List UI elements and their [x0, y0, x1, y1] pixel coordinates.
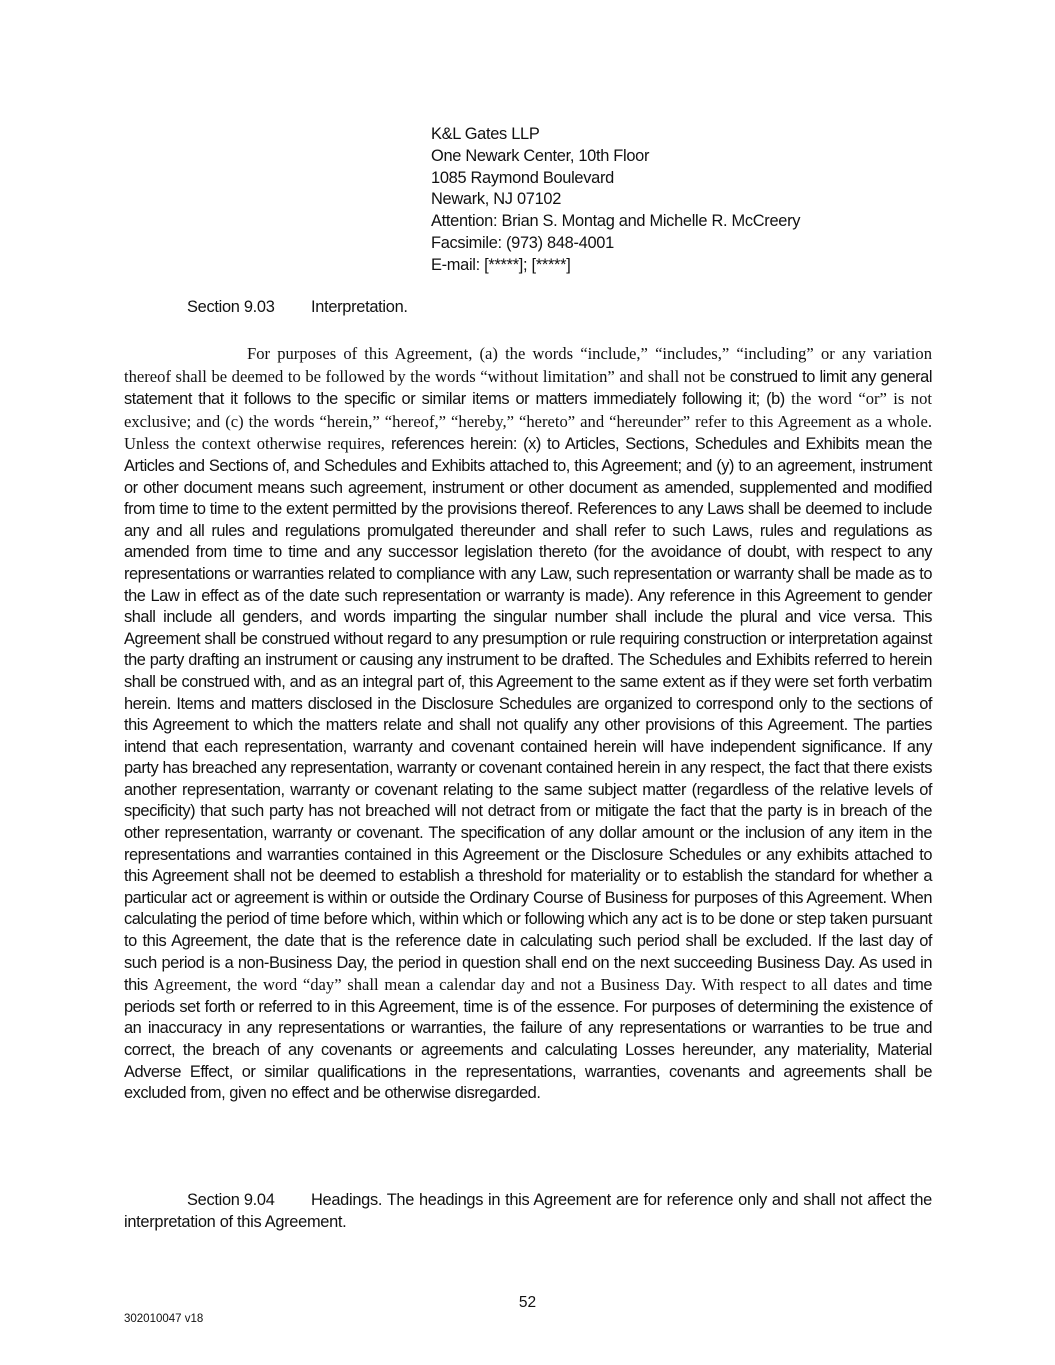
address-attention: Attention: Brian S. Montag and Michelle R. McCreery: [431, 212, 801, 231]
address-facsimile: Facsimile: (973) 848-4001: [431, 233, 614, 252]
address-street: 1085 Raymond Boulevard: [431, 168, 614, 187]
section-9-03-heading: [187, 298, 408, 317]
section-title: Interpretation.: [311, 298, 408, 316]
section-number: Section 9.04: [187, 1191, 275, 1209]
section-9-04-text: Headings. The headings in this Agreement are for reference only and shall not affect the interpretation of this Agreement.: [124, 1191, 932, 1231]
body-text-part-5: Agreement, the word “day” shall mean a calendar day and not a Business Day. With respect to all dates and: [153, 975, 898, 995]
body-text-part-6: time periods set forth or referred to in this Agreement, time is of the essence. For purposes of determining the existence of an inaccuracy in any representations or warranties, the failure of any representations or warranties to be true and correct, the breach of any covenants or agreements and calculating Losses hereunder, any materiality, Material Adverse Effect, or similar qualifications in the representations, warranties, covenants and agreements shall be excluded from, given no effect and be otherwise disregarded.: [124, 976, 933, 1103]
body-text-part-2: construed to limit any general statement that it follows to the specific or similar items or matters immediately following it; (b): [124, 367, 933, 409]
body-text-part-1: For purposes of this Agreement, (a) the words “include,” “includes,” “including” or any variation thereof shall be deemed to be followed by the words “without limitation” and shall not be: [124, 344, 932, 386]
address-firm-name: K&L Gates LLP: [431, 125, 540, 143]
body-text-part-3: the word “or” is not exclusive; and (c) the words “herein,” “hereof,” “hereby,” “hereto” and “hereunder” refer to this Agreement as a whole. Unless the context otherwise requires,: [124, 389, 932, 454]
section-9-03-body: [124, 343, 932, 1105]
section-number: Section 9.03: [187, 298, 275, 316]
body-text-part-4: references herein: (x) to Articles, Sections, Schedules and Exhibits mean the Articles and Sections of, and Schedules and Exhibits attached to, this Agreement; and (y) to an agreement, instrument or other document means such agreement, instrument or other document as amended, supplemented and modified from time to time to the extent permitted by the provisions thereof. References to any Laws shall be deemed to include any and all rules and regulations promulgated thereunder and shall refer to such Laws, rules and regulations as amended from time to time and any successor legislation thereto (for the avoidance of doubt, with respect to any representations or warranties related to compliance with any Law, such representation or warranty shall be made as to the Law in effect as of the date such representation or warranty is made). Any reference in this Agreement to gender shall include all genders, and words imparting the singular number shall include the plural and vice versa. This Agreement shall be construed without regard to any presumption or rule requiring construction or interpretation against the party drafting an instrument or causing any instrument to be drafted. The Schedules and Exhibits referred to herein shall be construed with, and as an integral part of, this Agreement to the same extent as if they were set forth verbatim herein. Items and matters disclosed in the Disclosure Schedules are organized to correspond only to the sections of this Agreement to which the matters relate and shall not qualify any other provisions of this Agreement. The parties intend that each representation, warranty and covenant contained herein will have independent significance. If any party has breached any representation, warranty or covenant contained herein in any respect, the fact that there exists another representation, warranty or covenant relating to the same subject matter (regardless of the relative levels of specificity) that such party has not breached will not detract from or mitigate the fact that the party is in breach of the other representation, warranty or covenant. The specification of any dollar amount or the inclusion of any item in the representations and warranties contained in this Agreement or the Disclosure Schedules or any exhibits attached to this Agreement shall not be deemed to establish a threshold for materiality or to establish the standard for whether a particular act or agreement is within or outside the Ordinary Course of Business for purposes of this Agreement. When calculating the period of time before which, within which or following which any act is to be done or step taken pursuant to this Agreement, the date that is the reference date in calculating such period shall be excluded. If the last day of such period is a non-Business Day, the period in question shall end on the next succeeding Business Day. As used in this: [124, 435, 932, 995]
document-id: 302010047 v18: [124, 1313, 204, 1325]
section-9-04-paragraph: [124, 1190, 932, 1233]
address-city: Newark, NJ 07102: [431, 190, 562, 209]
address-building: One Newark Center, 10th Floor: [431, 146, 650, 165]
address-email: E-mail: [*****]; [*****]: [431, 255, 571, 274]
page-number: 52: [518, 1294, 537, 1311]
recipient-address-block: [431, 124, 800, 277]
